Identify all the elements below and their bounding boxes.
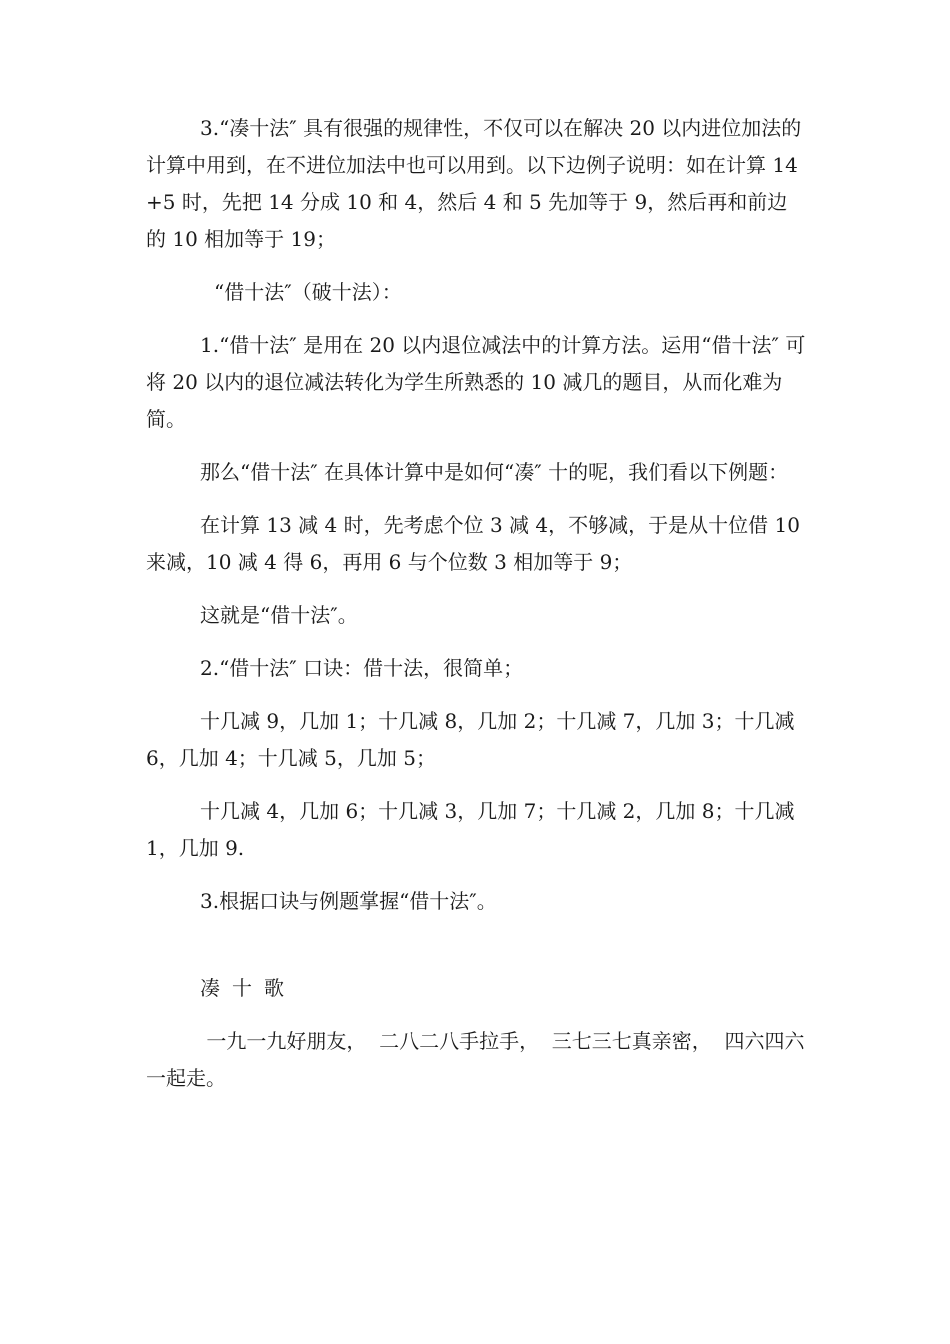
section-heading-jie-shi-fa: “借十法″（破十法）： (214, 280, 402, 304)
song-lyrics: 一九一九好朋友， 二八二八手拉手， 三七三七真亲密， 四六四六一起走。 (146, 1029, 805, 1090)
paragraph-mnemonic-intro: 2.“借十法″ 口诀：借十法，很简单； (200, 656, 524, 680)
paragraph-cou-shi-fa-rule: 3.“凑十法″ 具有很强的规律性，不仅可以在解决 20 以内进位加法的计算中用到，在不进位加法中也可以用到。以下边例子说明：如在计算 14+5 时，先把 14 分成 10 和 4，然后 4 和 5 先加等于 9，然后再和前边的 10 相加等于 19； (146, 116, 802, 251)
document-body (146, 110, 806, 1097)
song-title: 凑十歌 (200, 976, 296, 1000)
paragraph-mastery: 3.根据口诀与例题掌握“借十法″。 (200, 889, 497, 913)
paragraph-mnemonic-part1: 十几减 9，几加 1；十几减 8，几加 2；十几减 7，几加 3；十几减 6，几加 4；十几减 5，几加 5； (146, 709, 801, 770)
paragraph-conclusion: 这就是“借十法″。 (200, 603, 358, 627)
paragraph-example-intro: 那么“借十法″ 在具体计算中是如何“凑″ 十的呢，我们看以下例题： (200, 460, 789, 484)
paragraph-example: 在计算 13 减 4 时，先考虑个位 3 减 4，不够减，于是从十位借 10 来减，10 减 4 得 6，再用 6 与个位数 3 相加等于 9； (146, 513, 807, 574)
paragraph-mnemonic-part2: 十几减 4，几加 6；十几减 3，几加 7；十几减 2，几加 8；十几减 1，几加 9. (146, 799, 801, 860)
paragraph-jie-shi-fa-definition: 1.“借十法″ 是用在 20 以内退位减法中的计算方法。运用“借十法″ 可将 20 以内的退位减法转化为学生所熟悉的 10 减几的题目，从而化难为简。 (146, 333, 806, 431)
